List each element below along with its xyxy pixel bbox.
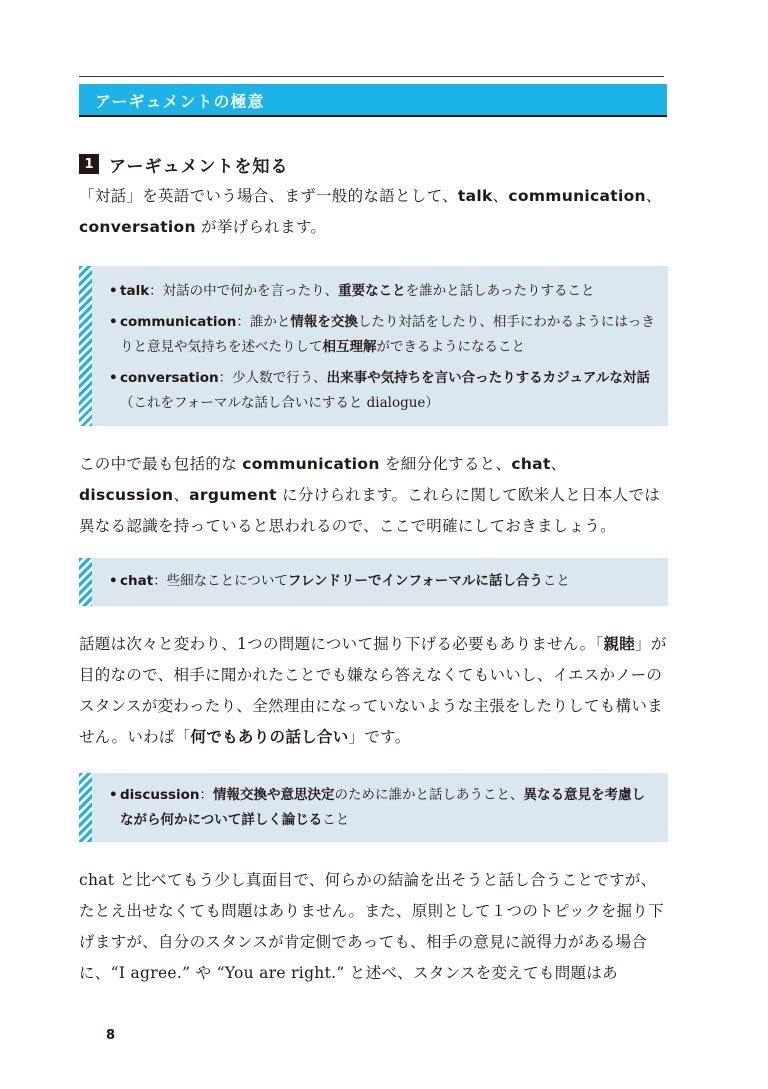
definition-box-1 xyxy=(79,266,668,426)
definition-talk: • talk：対話の中で何かを言ったり、重要なことを誰かと話しあったりすること xyxy=(109,283,595,299)
intro-paragraph: 「対話」を英語でいう場合、まず一般的な語として、talk、communication、conversation が挙げられます。 xyxy=(79,187,662,236)
top-rule xyxy=(79,76,664,77)
section-title: アーギュメントの極意 xyxy=(95,92,265,111)
definition-box-3 xyxy=(79,773,668,842)
paragraph-4: chat と比べてもう少し真面目で、何らかの結論を出そうと話し合うことですが、たとえ出せなくても問題はありません。また、原則として１つのトピックを掘り下げますが、自分のスタンスが肯定側であっても、相手の意見に説得力がある場合に、“I agree.” や “You are right.” と述べ、スタンスを変えても問題はあ xyxy=(79,871,664,982)
definition-chat: • chat：些細なことについてフレンドリーでインフォーマルに話し合うこと xyxy=(109,573,570,589)
subsection-title: アーギュメントを知る xyxy=(109,156,289,177)
definition-conversation: • conversation：少人数で行う、出来事や気持ちを言い合ったりするカジュアルな対話（これをフォーマルな話し合いにすると dialogue） xyxy=(109,370,650,411)
definition-box-2 xyxy=(79,558,668,606)
section-header xyxy=(79,84,667,117)
paragraph-2: この中で最も包括的な communication を細分化すると、chat、discussion、argument に分けられます。これらに関して欧米人と日本人では異なる認識を持っていると思われるので、ここで明確にしておきましょう。 xyxy=(79,455,661,535)
definition-communication: • communication：誰かと情報を交換したり対話をしたり、相手にわかるようにはっきりと意見や気持ちを述べたりして相互理解ができるようになること xyxy=(109,314,655,355)
definition-discussion: • discussion：情報交換や意思決定のために誰かと話しあうこと、異なる意見を考慮しながら何かについて詳しく論じること xyxy=(109,787,646,828)
subsection-heading xyxy=(79,153,289,175)
page-number: 8 xyxy=(106,1028,116,1043)
subsection-number-badge: 1 xyxy=(79,154,99,174)
paragraph-3: 話題は次々と変わり、1つの問題について掘り下げる必要もありません。「親睦」が目的なので、相手に聞かれたことでも嫌なら答えなくてもいいし、イエスかノーのスタンスが変わったり、全然理由になっていないような主張をしたりしても構いません。いわば「何でもありの話し合い」です。 xyxy=(79,635,667,746)
